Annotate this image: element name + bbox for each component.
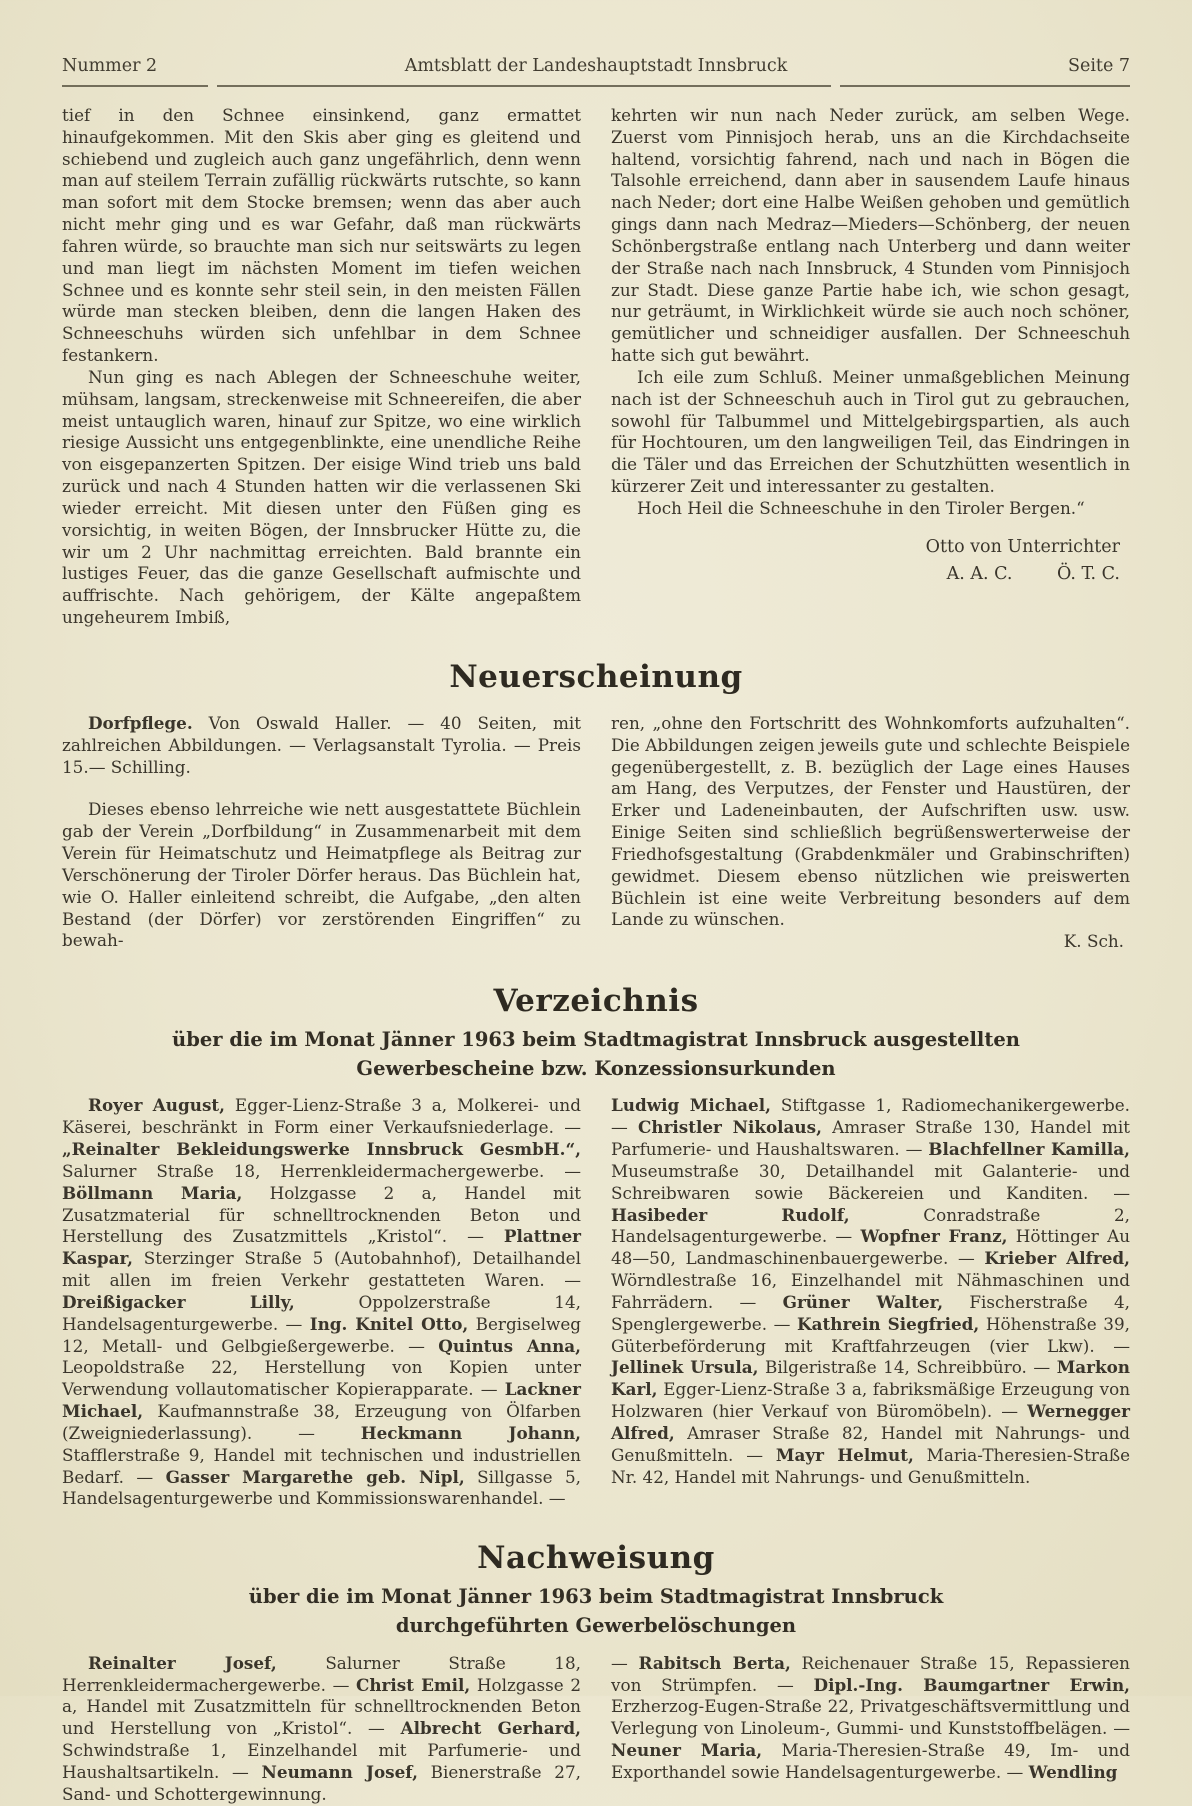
paragraph: [611, 1095, 1130, 1488]
neuerscheinung-columns: [62, 713, 1130, 953]
entry-name: Rabitsch Berta,: [638, 1652, 791, 1673]
paragraph: [611, 713, 1130, 931]
body-text: Ich eile zum Schluß. Meiner unmaßgeblichen Meinung nach ist der Schneeschuh auch in Tirol gut zu gebrauchen, sowohl für Talbummel und Mittelgebirgspartien, als auch für Hochtouren, um den langweiligen Teil, das Eindringen in die Täler und das Erreichen der Schutzhütten wesentlich in kürzerer Zeit und interessanter zu gestalten.: [611, 366, 1130, 497]
paragraph: [62, 367, 581, 629]
body-text: Maria-Theresien-Straße Nr. 42, Handel mit Nahrungs- und Genußmitteln.: [611, 1444, 1131, 1487]
body-text: Egger-Lienz-Straße 3 a, Molkerei- und Käserei, beschränkt in Form einer Verkaufsniederlage. —: [62, 1095, 581, 1138]
signature-author: Otto von Unterrichter: [925, 536, 1120, 557]
body-text: Dieses ebenso lehrreiche wie nett ausgestattete Büchlein gab der Verein „Dorfbildung“ in Zusammenarbeit mit dem Verein für Heimatschutz und Heimatpflege als Beitrag zur Verschönerung der Tiroler Dörfer heraus. Das Büchlein hat, wie O. Haller einleitend schreibt, die Aufgabe, „den alten Bestand (der Dörfer) vor zerstörenden Eingriffen“ zu bewah-: [62, 799, 581, 951]
nachweisung-columns: [62, 1653, 1130, 1806]
verzeichnis-column-right: [611, 1095, 1130, 1510]
body-text: Stiftgasse 1, Radiomechanikergewerbe. —: [611, 1095, 1130, 1138]
body-text: Bergiselweg 12, Metall- und Gelbgießergewerbe. —: [62, 1313, 581, 1356]
entry-name: Ludwig Michael,: [611, 1095, 771, 1116]
paragraph: [62, 1653, 581, 1806]
neuerscheinung-right-text: [611, 713, 1130, 931]
entry-name: Plattner Kaspar,: [62, 1226, 581, 1269]
body-text: Conradstraße 2, Handelsagenturgewerbe. —: [611, 1204, 1130, 1247]
entry-name: Neumann Josef,: [261, 1761, 418, 1782]
header-rule: [62, 85, 1130, 87]
section-neuerscheinung: [62, 659, 1130, 953]
entry-name: Royer August,: [88, 1095, 225, 1116]
section-title-nachweisung: Nachweisung: [477, 1540, 715, 1577]
rule-segment-right: [840, 85, 1130, 87]
body-text: Bilgeristraße 14, Schreibbüro. —: [758, 1357, 1057, 1378]
entry-name: Christ Emil,: [355, 1674, 471, 1695]
section-title-verzeichnis: Verzeichnis: [493, 982, 699, 1019]
entry-name: Gasser Margarethe geb. Nipl,: [165, 1466, 465, 1487]
paragraph: [62, 713, 581, 778]
entry-name: Krieber Alfred,: [984, 1248, 1130, 1269]
verzeichnis-column-left: [62, 1095, 581, 1510]
rule-segment-left: [62, 85, 208, 87]
body-text: Erzherzog-Eugen-Straße 22, Privatgeschäftsvermittlung und Verlegung von Linoleum-, Gummi- und Kunststoffbelägen. —: [611, 1696, 1130, 1739]
body-text: —: [611, 1652, 639, 1673]
body-text: Amraser Straße 82, Handel mit Nahrungs- und Genußmitteln. —: [611, 1422, 1130, 1465]
section-verzeichnis: [62, 983, 1130, 1510]
entry-name: „Reinalter Bekleidungswerke Innsbruck GesmbH.“,: [62, 1139, 581, 1160]
entry-name: Jellinek Ursula,: [611, 1357, 759, 1378]
signature-clubs: A. A. C. Ö. T. C.: [946, 563, 1120, 584]
masthead-title: Amtsblatt der Landeshauptstadt Innsbruck: [404, 56, 788, 76]
body-text: Schwindstraße 1, Einzelhandel mit Parfumerie- und Haushaltsartikeln. —: [62, 1740, 581, 1782]
body-text: Kaufmannstraße 38, Erzeugung von Ölfarben (Zweigniederlassung). —: [62, 1401, 581, 1443]
entry-name: Quintus Anna,: [438, 1335, 581, 1356]
article-ski-report: [62, 105, 1130, 629]
body-text: Salurner Straße 18, Herrenkleidermachergewerbe. —: [62, 1160, 581, 1181]
body-text: Bienerstraße 27, Sand- und Schottergewinnung.: [62, 1761, 581, 1804]
entry-name: Dreißigacker Lilly,: [62, 1291, 295, 1312]
neuerscheinung-column-right: [611, 713, 1130, 953]
nachweisung-column-right: [611, 1653, 1130, 1806]
body-text: Leopoldstraße 22, Herstellung von Kopien unter Verwendung vollautomatischer Kopierapparate. —: [62, 1357, 581, 1400]
article-right-text: [611, 105, 1130, 520]
entry-name: Albrecht Gerhard,: [400, 1718, 581, 1739]
body-text: Hoch Heil die Schneeschuhe in den Tiroler Bergen.“: [637, 497, 1085, 518]
body-text: Salurner Straße 18, Herrenkleidermachergewerbe. —: [62, 1652, 581, 1695]
verzeichnis-columns: [62, 1095, 1130, 1510]
body-text: Sterzinger Straße 5 (Autobahnhof), Detailhandel mit allen im freien Verkehr gestatteten Waren. —: [62, 1248, 581, 1291]
body-text: Egger-Lienz-Straße 3 a, fabriksmäßige Erzeugung von Holzwaren (hier Verkauf von Büromöbeln). —: [611, 1379, 1130, 1422]
nachweisung-subtitle-line1: über die im Monat Jänner 1963 beim Stadtmagistrat Innsbruck: [248, 1585, 944, 1609]
article-columns: [62, 105, 1130, 629]
reviewer-initials: K. Sch.: [1063, 931, 1124, 952]
paragraph: [611, 105, 1130, 367]
paragraph: [62, 105, 581, 367]
paragraph: [62, 1095, 581, 1510]
entry-name: Dipl.-Ing. Baumgartner Erwin,: [813, 1674, 1130, 1695]
body-text: Amraser Straße 130, Handel mit Parfumerie- und Haushaltswaren. —: [611, 1117, 1131, 1160]
verzeichnis-subtitle-line1: über die im Monat Jänner 1963 beim Stadtmagistrat Innsbruck ausgestellten: [172, 1027, 1020, 1051]
body-text: Museumstraße 30, Detailhandel mit Galanterie- und Schreibwaren sowie Bäckereien und Kanditen. —: [611, 1160, 1130, 1203]
body-text: Maria-Theresien-Straße 49, Im- und Exporthandel sowie Handelsagenturgewerbe. —: [611, 1740, 1130, 1782]
body-text: Nun ging es nach Ablegen der Schneeschuhe weiter, mühsam, langsam, streckenweise mit Schneereifen, die aber meist untauglich waren, hinauf zur Spitze, wo eine wirklich riesige Aussicht uns entgegenblinkte, eine unendliche Reihe von eisgepanzerten Spitzen. Der eisige Wind trieb uns bald zurück und nach 4 Stunden hatten wir die verlassenen Ski wieder erreicht. Mit diesen unter den Füßen ging es vorsichtig, in weiten Bögen, der Innsbrucker Hütte zu, die wir um 2 Uhr nachmittag erreichten. Bald brannte ein lustiges Feuer, das die ganze Gesellschaft aufmischte und auffrischte. Nach gehörigem, der Kälte angepaßtem ungeheurem Imbiß,: [62, 366, 581, 628]
entry-name: Wopfner Franz,: [860, 1226, 1008, 1247]
paragraph: [611, 498, 1130, 520]
entry-name: Christler Nikolaus,: [638, 1117, 822, 1138]
entry-name: Ing. Knitel Otto,: [309, 1313, 469, 1334]
body-text: Reichenauer Straße 15, Repassieren von Strümpfen. —: [611, 1652, 1130, 1695]
paragraph: [62, 799, 581, 952]
section-title-neuerscheinung: Neuerscheinung: [449, 658, 743, 695]
paragraph: [611, 1653, 1130, 1784]
entry-name: Grüner Walter,: [782, 1291, 944, 1312]
body-text: Von Oswald Haller. — 40 Seiten, mit zahlreichen Abbildungen. — Verlagsanstalt Tyrolia. — Preis 15.— Schilling.: [62, 712, 581, 777]
entry-name: Mayr Helmut,: [775, 1444, 914, 1465]
neuerscheinung-column-left: [62, 713, 581, 953]
body-text: Höhenstraße 39, Güterbeförderung mit Kraftfahrzeugen (vier Lkw). —: [611, 1313, 1130, 1356]
entry-name: Heckmann Johann,: [360, 1422, 581, 1443]
body-text: Sillgasse 5, Handelsagenturgewerbe und Kommissionswarenhandel. —: [62, 1466, 582, 1509]
verzeichnis-subtitle-line2: Gewerbescheine bzw. Konzessionsurkunden: [356, 1057, 836, 1081]
entry-name: Hasibeder Rudolf,: [611, 1204, 850, 1225]
entry-name: Dorfpflege.: [88, 712, 193, 733]
entry-name: Blachfellner Kamilla,: [928, 1139, 1130, 1160]
section-nachweisung: [62, 1540, 1130, 1805]
nachweisung-subtitle: [102, 1582, 1090, 1641]
nachweisung-subtitle-line2: durchgeführten Gewerbelöschungen: [395, 1614, 797, 1638]
verzeichnis-subtitle: [102, 1025, 1090, 1084]
page-header: [62, 56, 1130, 76]
article-column-left: [62, 105, 581, 629]
body-text: kehrten wir nun nach Neder zurück, am selben Wege. Zuerst vom Pinnisjoch herab, uns an die Kirchdachseite haltend, vorsichtig fahrend, nach und nach in Bögen die Talsohle erreichend, dann aber in sausendem Laufe hinaus nach Neder; dort eine Halbe Weißen gehoben und gemütlich gings dann nach Medraz—Mieders—Schönberg, der neuen Schönbergstraße entlang nach Unterberg und dann weiter der Straße nach nach Innsbruck, 4 Stunden vom Pinnisjoch zur Stadt. Diese ganze Partie habe ich, wie schon gesagt, nur geträumt, in Wirklichkeit würde sie auch noch schöner, gemütlicher und schneidiger ausfallen. Der Schneeschuh hatte sich gut bewährt.: [611, 105, 1130, 366]
body-text: Wörndlestraße 16, Einzelhandel mit Nähmaschinen und Fahrrädern. —: [611, 1270, 1130, 1312]
entry-name: Markon Karl,: [611, 1357, 1130, 1400]
nachweisung-column-left: [62, 1653, 581, 1806]
page-number: Seite 7: [1067, 56, 1130, 76]
paragraph: [611, 367, 1130, 498]
entry-name: Lackner Michael,: [62, 1379, 581, 1422]
body-text: Oppolzerstraße 14, Handelsagenturgewerbe. —: [62, 1291, 581, 1334]
body-text: Holzgasse 2 a, Handel mit Zusatzmaterial für schnelltrocknenden Beton und Herstellung des Zusatzmittels „Kristol“. —: [62, 1182, 581, 1247]
rule-segment-center: [217, 85, 831, 87]
body-text: Holzgasse 2 a, Handel mit Zusatzmitteln für schnelltrocknenden Beton und Herstellung von „Kristol“. —: [62, 1674, 581, 1739]
entry-name: Wendling: [1028, 1761, 1118, 1782]
body-text: Fischerstraße 4, Spenglergewerbe. —: [611, 1291, 1131, 1334]
body-text: tief in den Schnee einsinkend, ganz ermattet hinaufgekommen. Mit den Skis aber ging es gleitend und schiebend und zugleich auch ganz ungefährlich, denn wenn man auf steilem Terrain zufällig rückwärts rutschte, so kann man sofort mit dem Stocke bremsen; wenn das aber auch nicht mehr ging und es war Gefahr, daß man rückwärts fahren würde, so brauchte man sich nur seitswärts zu legen und man liegt im nächsten Moment im tiefen weichen Schnee und es konnte sehr steil sein, in den meisten Fällen würde man stecken bleiben, denn die langen Haken des Schneeschuhs würden sich unfehlbar in dem Schnee festankern.: [62, 105, 581, 366]
body-text: Höttinger Au 48—50, Landmaschinenbauergewerbe. —: [611, 1226, 1130, 1269]
issue-number: Nummer 2: [62, 56, 158, 76]
article-column-right: [611, 105, 1130, 629]
entry-name: Reinalter Josef,: [88, 1652, 277, 1673]
body-text: Stafflerstraße 9, Handel mit technischen und industriellen Bedarf. —: [62, 1444, 581, 1487]
signature-block: [611, 534, 1130, 588]
entry-name: Kathrein Siegfried,: [797, 1313, 980, 1334]
body-text: ren, „ohne den Fortschritt des Wohnkomforts aufzuhalten“. Die Abbildungen zeigen jeweils gute und schlechte Beispiele gegenübergestellt, z. B. bezüglich der Lage eines Hauses am Hang, des Verputzes, der Fenster und Haustüren, der Erker und Ladeneinbauten, der Aufschriften usw. usw. Einige Seiten sind schließlich begrüßenswerterweise der Friedhofsgestaltung (Grabdenkmäler und Grabinschriften) gewidmet. Diesem ebenso nützlichen wie preiswerten Büchlein ist eine weite Verbreitung besonders auf dem Lande zu wünschen.: [611, 712, 1130, 930]
entry-name: Wernegger Alfred,: [611, 1401, 1130, 1443]
entry-name: Böllmann Maria,: [62, 1182, 243, 1203]
entry-name: Neuner Maria,: [611, 1740, 763, 1761]
